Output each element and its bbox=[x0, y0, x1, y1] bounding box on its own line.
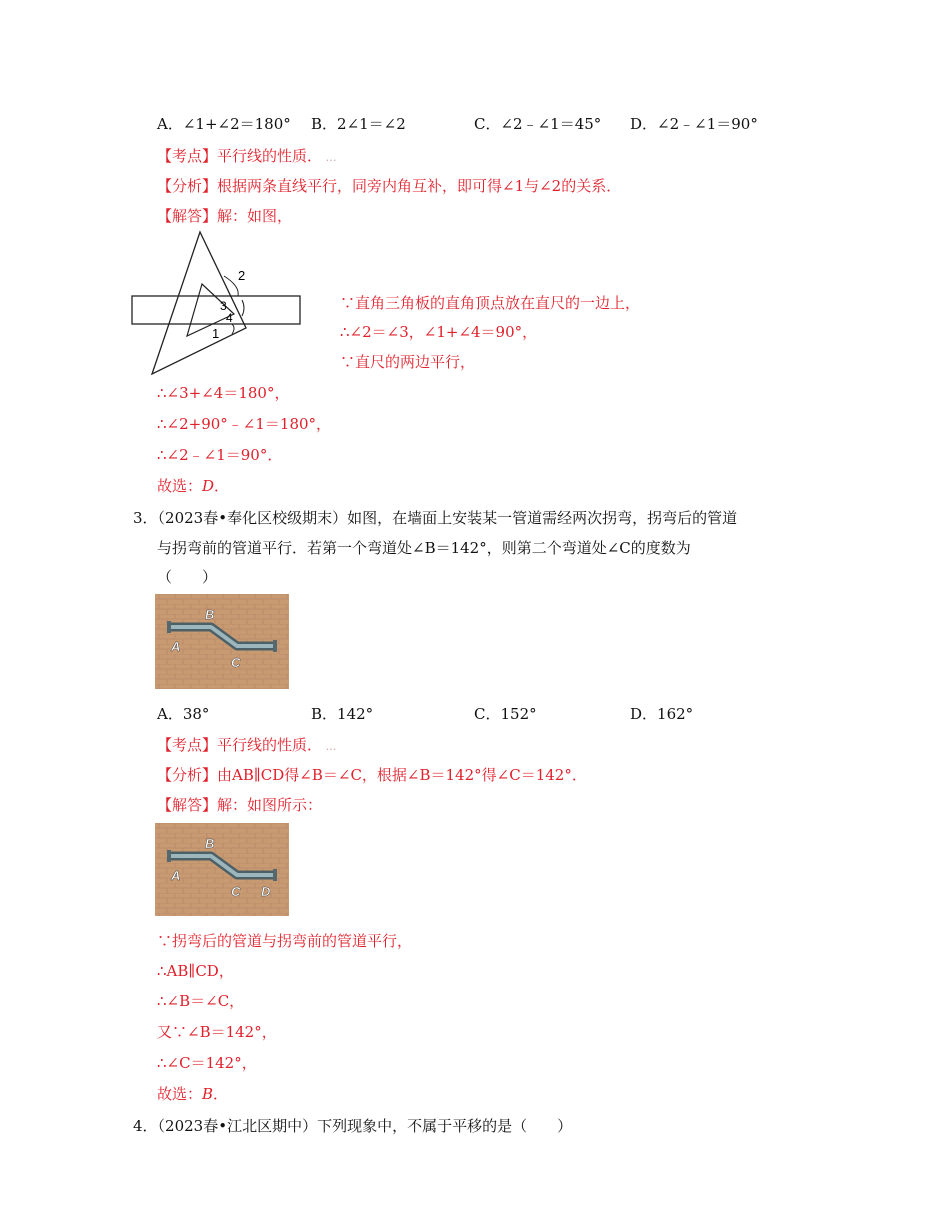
q2-option-a[interactable]: A．∠1+∠2＝180° bbox=[157, 115, 291, 133]
q2-label-1: 1 bbox=[212, 326, 220, 341]
q3-label-c: C bbox=[231, 884, 241, 899]
q2-side-step: ∵直尺的两边平行， bbox=[340, 353, 476, 371]
q2-label-4: 4 bbox=[226, 311, 233, 325]
q3-step: 又∵∠B＝142°， bbox=[157, 1023, 277, 1041]
q2-option-c[interactable]: C．∠2﹣∠1＝45° bbox=[474, 115, 602, 133]
q2-label-2: 2 bbox=[238, 268, 246, 283]
q3-step: ∴∠B＝∠C， bbox=[157, 992, 245, 1010]
q2-side-step: ∴∠2＝∠3，∠1+∠4＝90°， bbox=[340, 323, 538, 341]
q3-option-c[interactable]: C．152° bbox=[474, 705, 537, 723]
q2-option-d[interactable]: D．∠2﹣∠1＝90° bbox=[630, 115, 758, 133]
q3-label-a: A bbox=[171, 639, 181, 654]
q3-answer: 故选：B． bbox=[157, 1085, 229, 1103]
q3-kaodian: 【考点】平行线的性质． … bbox=[157, 736, 337, 754]
q2-step: ∴∠2+90°﹣∠1＝180°， bbox=[157, 415, 332, 433]
q2-label-3: 3 bbox=[220, 299, 227, 313]
q3-step: ∵拐弯后的管道与拐弯前的管道平行， bbox=[157, 932, 413, 950]
q3-fenxi: 【分析】由AB∥CD得∠B＝∠C，根据∠B＝142°得∠C＝142°． bbox=[157, 766, 587, 784]
more-dots-icon: … bbox=[322, 740, 337, 753]
q2-option-b[interactable]: B．2∠1＝∠2 bbox=[311, 115, 406, 133]
q3-stem-line2: 与拐弯前的管道平行．若第一个弯道处∠B＝142°，则第二个弯道处∠C的度数为 bbox=[157, 539, 691, 557]
q3-pipe-figure-with-d bbox=[155, 823, 289, 916]
q3-option-d[interactable]: D．162° bbox=[630, 705, 694, 723]
q4-number: 4． bbox=[133, 1117, 158, 1135]
q3-option-b[interactable]: B．142° bbox=[311, 705, 374, 723]
q3-stem-line1: 3．（2023春•奉化区校级期末）如图，在墙面上安装某一管道需经两次拐弯，拐弯后的管道 bbox=[133, 509, 738, 527]
q3-option-a[interactable]: A．38° bbox=[157, 705, 210, 723]
q3-number: 3． bbox=[133, 509, 158, 527]
q3-label-d: D bbox=[261, 884, 271, 899]
q3-label-a: A bbox=[171, 868, 181, 883]
q2-answer: 故选：D． bbox=[157, 477, 230, 495]
q3-label-c: C bbox=[231, 655, 241, 670]
q3-pipe-figure bbox=[155, 594, 289, 689]
q3-step: ∴∠C＝142°， bbox=[157, 1054, 257, 1072]
q3-label-b: B bbox=[205, 607, 215, 622]
q2-fenxi: 【分析】根据两条直线平行，同旁内角互补，即可得∠1与∠2的关系． bbox=[157, 177, 622, 195]
q3-jieda: 【解答】解：如图所示： bbox=[157, 796, 323, 814]
q2-answer-letter: D bbox=[202, 477, 215, 495]
q2-jieda: 【解答】解：如图， bbox=[157, 207, 293, 225]
q4-stem: 4．（2023春•江北区期中）下列现象中，不属于平移的是（ ） bbox=[133, 1117, 573, 1135]
q3-stem-line3: （ ） bbox=[157, 568, 218, 586]
q2-step: ∴∠3+∠4＝180°， bbox=[157, 384, 290, 402]
q3-step: ∴AB∥CD， bbox=[157, 962, 234, 980]
q2-kaodian: 【考点】平行线的性质． … bbox=[157, 147, 337, 165]
q2-ruler-triangle-figure bbox=[128, 228, 308, 376]
q3-answer-letter: B bbox=[202, 1085, 214, 1103]
q2-side-step: ∵直角三角板的直角顶点放在直尺的一边上， bbox=[340, 294, 641, 312]
q2-step: ∴∠2﹣∠1＝90°． bbox=[157, 446, 283, 464]
q3-label-b: B bbox=[205, 836, 215, 851]
more-dots-icon: … bbox=[322, 151, 337, 164]
